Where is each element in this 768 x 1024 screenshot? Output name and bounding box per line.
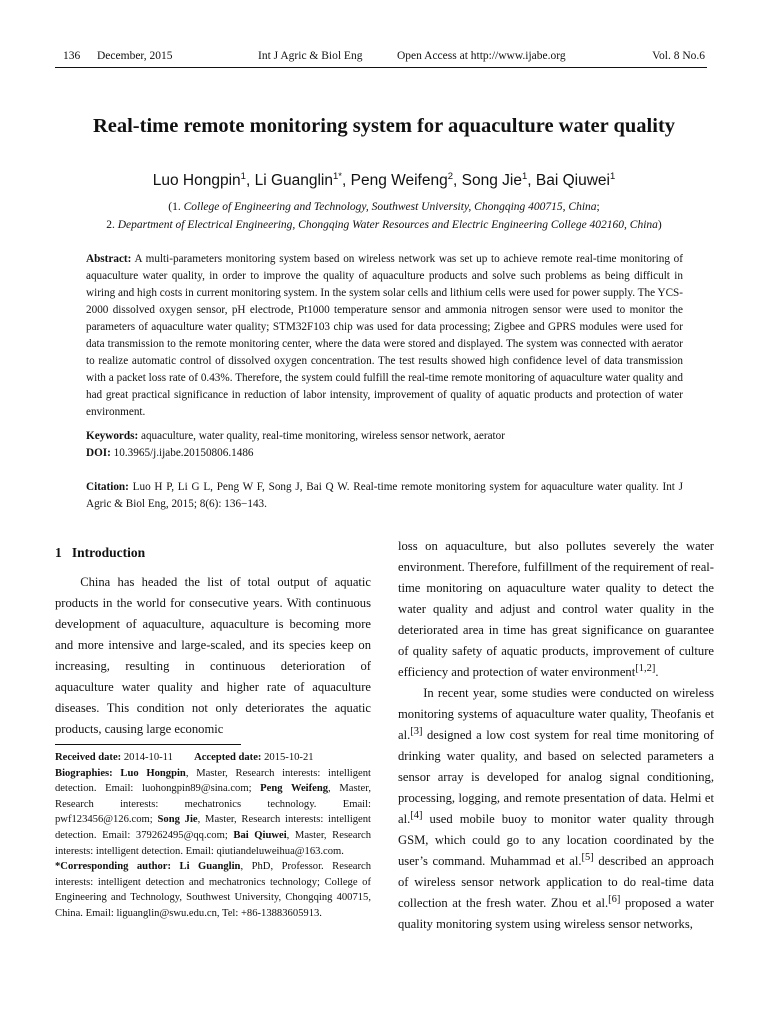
paper-title: Real-time remote monitoring system for aquaculture water quality	[92, 115, 676, 137]
paragraph-text: proposed a water quality monitoring system using wireless sensor networks,	[398, 896, 714, 931]
bio-text: , Master, Research interests: intelligent detection. Email: luohongpin89@sina.com;	[55, 767, 371, 795]
abstract-text: A multi-parameters monitoring system based on wireless network was set up to achieve remote real-time monitoring of aquaculture water quality, in order to improve the quality of aquaculture products and solve such problems as being difficult in wiring and high costs in current monitoring system. In the system solar cells and lithium cells were used for power supply. The YCS-2000 dissolved oxygen sensor, pH electrode, Pt1000 temperature sensor and ammonia nitrogen sensor were used to monitor the parameters of aquaculture water quality; STM32F103 chip was used for data processing; Zigbee and GPRS modules were used for data transmission to the remote monitoring center, where the data were stored and displayed. The system was connected with aerator to realize automatic control of dissolved oxygen concentration. The test results showed high confidence level of data transmission with a packet loss rate of 0.43%. Therefore, the system could fulfill the real-time remote monitoring of aquaculture water quality and had great practical significance in reduction of labor intensity, improvement of quality of aquatic products and protection of water environment.	[86, 253, 683, 418]
keywords-label: Keywords:	[86, 430, 139, 442]
affiliation-text: College of Engineering and Technology, Southwest University, Chongqing 400715, China	[183, 201, 597, 213]
paragraph-text: used mobile buoy to monitor water quality through GSM, which could go to any location coordinated by the user’s command. Muhammad et al.	[398, 812, 714, 868]
running-header	[55, 50, 707, 68]
bio-text: , Master, Research interests: intelligent detection. Email: qiutiandeluweihua@163.com.	[55, 829, 371, 857]
accepted-label: Accepted date:	[194, 752, 262, 763]
footnote-dates	[55, 750, 371, 766]
footnote-biographies	[55, 766, 371, 860]
author-affiliation-mark: 2	[447, 170, 453, 182]
received-value: 2014-10-11	[123, 752, 173, 763]
paragraph-text: loss on aquaculture, but also pollutes severely the water environment. Therefore, fulfillment of the requirement of real-time monitoring on aquaculture water quality to detect the water quality and adjust and control water quality in the deteriorated area in time has great significance on guarantee of quality safety of aquatic products, improvement of culture efficiency and protection of water environment	[398, 539, 714, 679]
paragraph-text: designed a low cost system for real time monitoring of drinking water quality, and based on selected parameters a sensor array is developed for analog signal conditioning, processing, logging, and remote presentation of data. Helmi et al.	[398, 728, 714, 826]
continued-paragraph	[398, 536, 714, 683]
footnote-corresponding-author	[55, 859, 371, 921]
doi	[86, 445, 683, 462]
section-heading-introduction	[55, 545, 145, 561]
bio-name: Luo Hongpin	[120, 767, 186, 779]
bio-name: Peng Weifeng	[260, 783, 329, 795]
author-affiliation-mark: 1	[609, 170, 616, 182]
bio-text: , Master, Research interests: intelligent detection. Email: 379262495@qq.com;	[55, 814, 371, 841]
header-journal: Int J Agric & Biol Eng	[258, 50, 363, 62]
corresponding-label: *Corresponding author: Li Guanglin	[55, 861, 241, 873]
author-name: Li Guanglin	[254, 172, 333, 189]
affiliation-prefix: 2.	[106, 219, 118, 231]
intro-paragraph: China has headed the list of total output of aquatic products in the world for consecutive years. With continuous development of aquaculture, aquaculture is becoming more and more intensive and large-scaled, and its species keep on increasing, resulting in continuous deterioration of aquaculture water quality and higher rate of aquaculture diseases. This condition not only deteriorates the aquatic products, causing large economic	[55, 575, 371, 736]
accepted-value: 2015-10-21	[264, 752, 314, 763]
reference-mark: [3]	[410, 725, 423, 737]
paragraph-text: described an approach of wireless sensor network application to do real-time data collection at the fresh water. Zhou et al.	[398, 854, 714, 910]
reference-mark: [5]	[581, 851, 594, 863]
author-name: Song Jie	[461, 172, 522, 189]
author-list: Luo Hongpin$^1$, Li Guanglin$^{1*}$, Peng Weifeng$^2$, Song Jie$^1$, Bai Qiuwei$^1$	[152, 170, 616, 189]
author-affiliation-mark: 1*	[333, 170, 342, 182]
citation	[86, 479, 683, 513]
citation-label: Citation:	[86, 481, 129, 493]
header-access: Open Access at http://www.ijabe.org	[397, 50, 566, 62]
affiliation-suffix: ;	[596, 201, 600, 213]
header-page-number: 136	[63, 50, 81, 62]
right-column-body	[398, 536, 714, 935]
affiliation-1	[40, 199, 728, 215]
affiliation-2	[40, 217, 728, 233]
abstract	[86, 251, 683, 421]
reference-mark: [1,2]	[635, 662, 656, 674]
bio-name: Bai Qiuwei	[233, 829, 287, 841]
paragraph-text: .	[655, 665, 659, 679]
affiliation-text: Department of Electrical Engineering, Chongqing Water Resources and Electric Engineering College 402160, China	[117, 219, 658, 231]
keywords	[86, 428, 683, 445]
section-number: 1	[55, 545, 62, 560]
reference-mark: [6]	[608, 893, 621, 905]
paragraph-text: In recent year, some studies were conducted on wireless monitoring systems of aquaculture water quality, Theofanis et al.	[398, 686, 714, 742]
biographies-label: Biographies:	[55, 767, 113, 779]
author-name: Bai Qiuwei	[535, 172, 610, 189]
left-column-body	[55, 572, 371, 740]
abstract-label: Abstract:	[86, 253, 132, 265]
header-date: December, 2015	[97, 50, 173, 62]
author-affiliation-mark: 1	[521, 170, 528, 182]
received-label: Received date:	[55, 752, 122, 763]
section-title: Introduction	[71, 545, 146, 560]
corresponding-text: , PhD, Professor. Research interests: intelligent detection and mechatronics technology; College of Engineering and Technology, Southwest University, Chongqing 400715, China. Email: liguanglin@swu.edu.cn, Tel: +86-13883605913.	[55, 861, 372, 919]
author-name: Luo Hongpin	[152, 172, 241, 189]
keywords-text: aquaculture, water quality, real-time monitoring, wireless sensor network, aerator	[141, 430, 505, 442]
footnotes	[55, 750, 371, 922]
bio-name: Song Jie	[157, 814, 198, 826]
affiliation-suffix: )	[657, 219, 662, 231]
doi-text: 10.3965/j.ijabe.20150806.1486	[113, 447, 254, 459]
header-volume: Vol. 8 No.6	[652, 50, 705, 62]
footnote-rule	[55, 744, 241, 745]
citation-text: Luo H P, Li G L, Peng W F, Song J, Bai Q W. Real-time remote monitoring system for aquaculture water quality. Int J Agric & Biol Eng, 2015; 8(6): 136−143.	[86, 481, 684, 510]
reference-mark: [4]	[410, 809, 423, 821]
author-name: Peng Weifeng	[350, 172, 448, 189]
related-work-paragraph	[398, 683, 714, 935]
author-affiliation-mark: 1	[240, 170, 246, 182]
affiliation-prefix: (1.	[168, 201, 184, 213]
bio-text: , Master, Research interests: mechatronics technology. Email: pwf123456@126.com;	[55, 783, 371, 826]
doi-label: DOI:	[86, 447, 111, 459]
